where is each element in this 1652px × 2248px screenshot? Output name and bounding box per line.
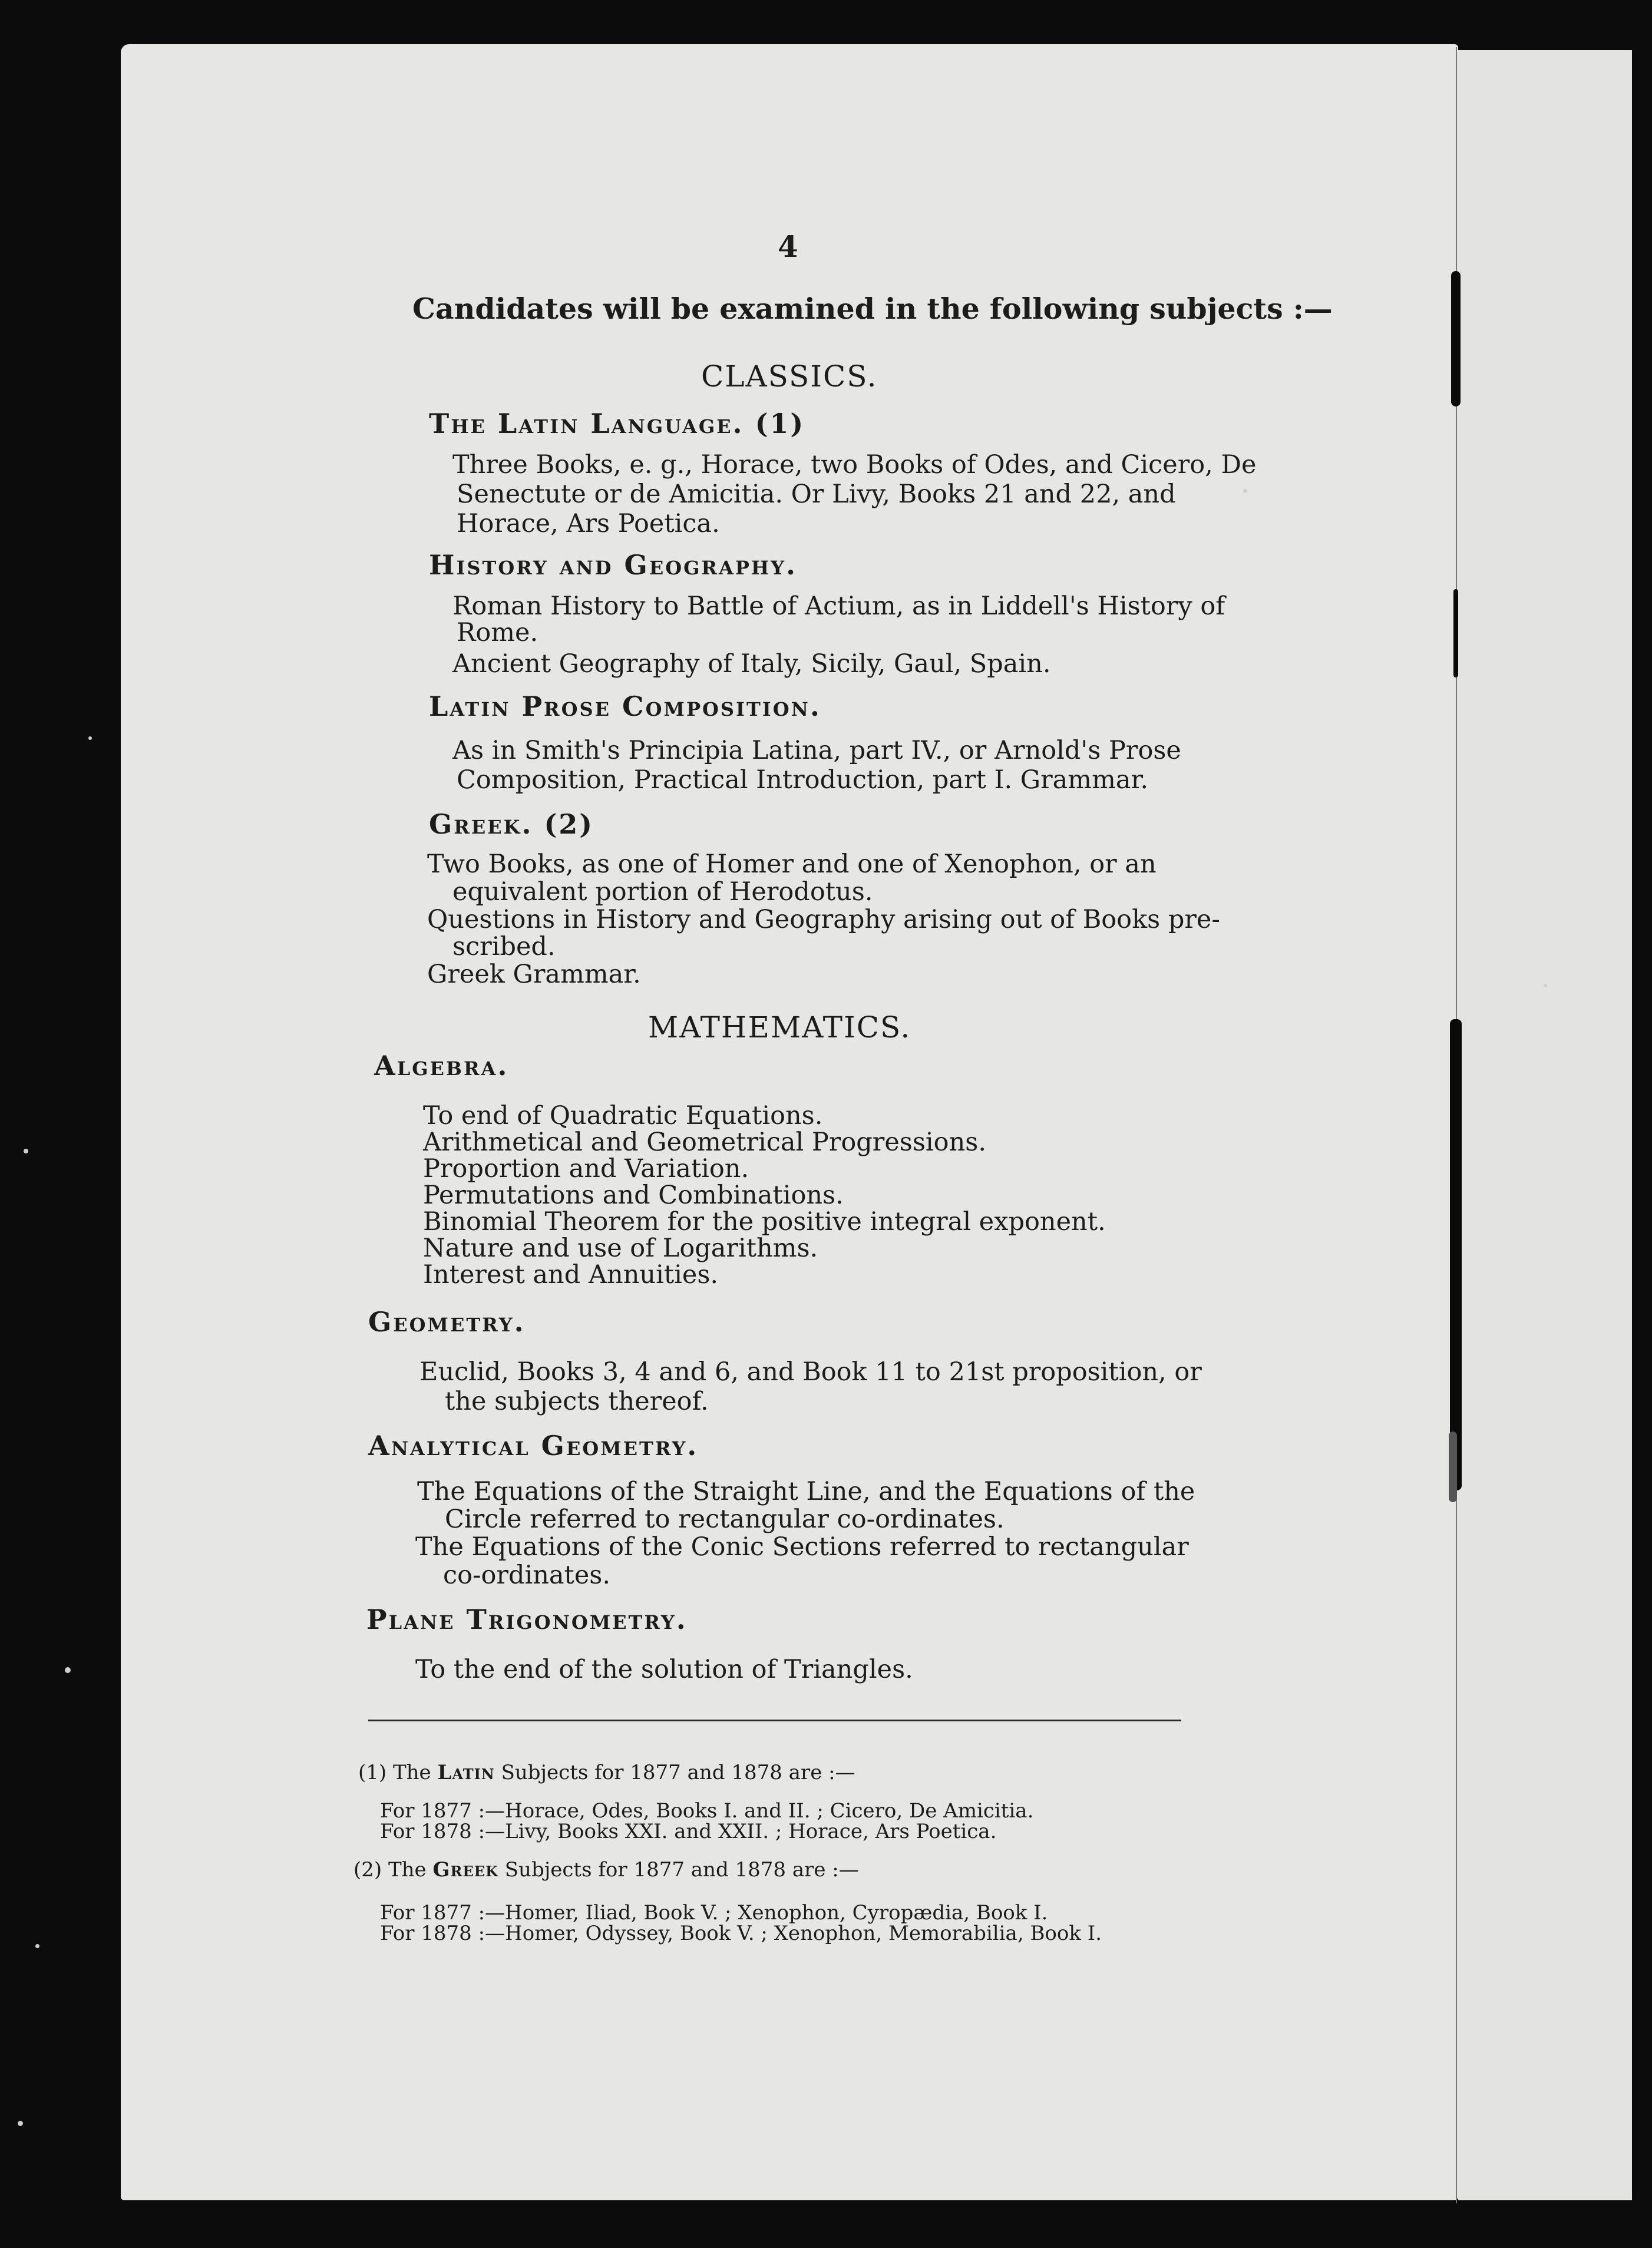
footnote-line: For 1878 :—Homer, Odyssey, Book V. ; Xenophon, Memorabilia, Book I. <box>380 1922 1102 1945</box>
footnote-line: For 1877 :—Horace, Odes, Books I. and II. ; Cicero, De Amicitia. <box>380 1799 1034 1823</box>
heading-geometry: Geometry. <box>368 1306 526 1338</box>
greek-line: equivalent portion of Herodotus. <box>452 877 873 907</box>
history-line: Roman History to Battle of Actium, as in Liddell's History of <box>452 591 1225 621</box>
analytical-line: The Equations of the Straight Line, and the Equations of the <box>417 1477 1195 1506</box>
footnote-greek-heading: (2) The Greek Subjects for 1877 and 1878 are :— <box>353 1858 859 1882</box>
heading-analytical-geometry: Analytical Geometry. <box>368 1430 699 1462</box>
algebra-line: Nature and use of Logarithms. <box>423 1234 818 1263</box>
greek-line: Greek Grammar. <box>427 960 641 989</box>
algebra-line: Permutations and Combinations. <box>423 1181 844 1210</box>
footnote-rule <box>368 1720 1181 1721</box>
analytical-line: The Equations of the Conic Sections referred to rectangular <box>415 1532 1189 1562</box>
latin-prose-line: As in Smith's Principia Latina, part IV., or Arnold's Prose <box>452 736 1181 765</box>
page-number: 4 <box>778 229 798 264</box>
intro-line: Candidates will be examined in the following subjects :— <box>412 292 1333 326</box>
geometry-line: the subjects thereof. <box>445 1387 709 1416</box>
heading-greek: Greek. (2) <box>429 808 594 840</box>
footnote-line: For 1877 :—Homer, Iliad, Book V. ; Xenophon, Cyropædia, Book I. <box>380 1901 1048 1925</box>
footnote-latin-heading: (1) The Latin Subjects for 1877 and 1878 are :— <box>358 1761 855 1784</box>
heading-algebra: Algebra. <box>374 1050 509 1082</box>
latin-line: Horace, Ars Poetica. <box>457 509 720 538</box>
algebra-line: Arithmetical and Geometrical Progressions. <box>423 1128 986 1157</box>
heading-history-geography: History and Geography. <box>429 549 797 581</box>
heading-latin-language: The Latin Language. (1) <box>429 408 805 439</box>
section-mathematics: MATHEMATICS. <box>648 1010 911 1044</box>
section-classics: CLASSICS. <box>701 359 878 394</box>
geometry-line: Euclid, Books 3, 4 and 6, and Book 11 to 21st proposition, or <box>419 1357 1202 1387</box>
algebra-line: Interest and Annuities. <box>423 1260 719 1290</box>
algebra-line: Binomial Theorem for the positive integral exponent. <box>423 1207 1106 1237</box>
latin-line: Senectute or de Amicitia. Or Livy, Books 21 and 22, and <box>457 480 1176 509</box>
algebra-line: Proportion and Variation. <box>423 1154 749 1183</box>
greek-line: scribed. <box>452 932 556 961</box>
heading-latin-prose: Latin Prose Composition. <box>429 690 821 722</box>
history-line: Rome. <box>457 618 538 647</box>
analytical-line: co-ordinates. <box>443 1561 611 1590</box>
latin-prose-line: Composition, Practical Introduction, part I. Grammar. <box>457 765 1148 795</box>
greek-line: Questions in History and Geography arising out of Books pre- <box>427 905 1220 934</box>
footnote-line: For 1878 :—Livy, Books XXI. and XXII. ; Horace, Ars Poetica. <box>380 1820 997 1843</box>
greek-line: Two Books, as one of Homer and one of Xenophon, or an <box>427 849 1157 879</box>
history-line: Ancient Geography of Italy, Sicily, Gaul, Spain. <box>452 649 1051 679</box>
algebra-line: To end of Quadratic Equations. <box>423 1101 823 1130</box>
latin-line: Three Books, e. g., Horace, two Books of Odes, and Cicero, De <box>452 450 1257 480</box>
trig-line: To the end of the solution of Triangles. <box>415 1655 913 1684</box>
analytical-line: Circle referred to rectangular co-ordinates. <box>445 1505 1005 1534</box>
heading-plane-trigonometry: Plane Trigonometry. <box>366 1604 688 1635</box>
